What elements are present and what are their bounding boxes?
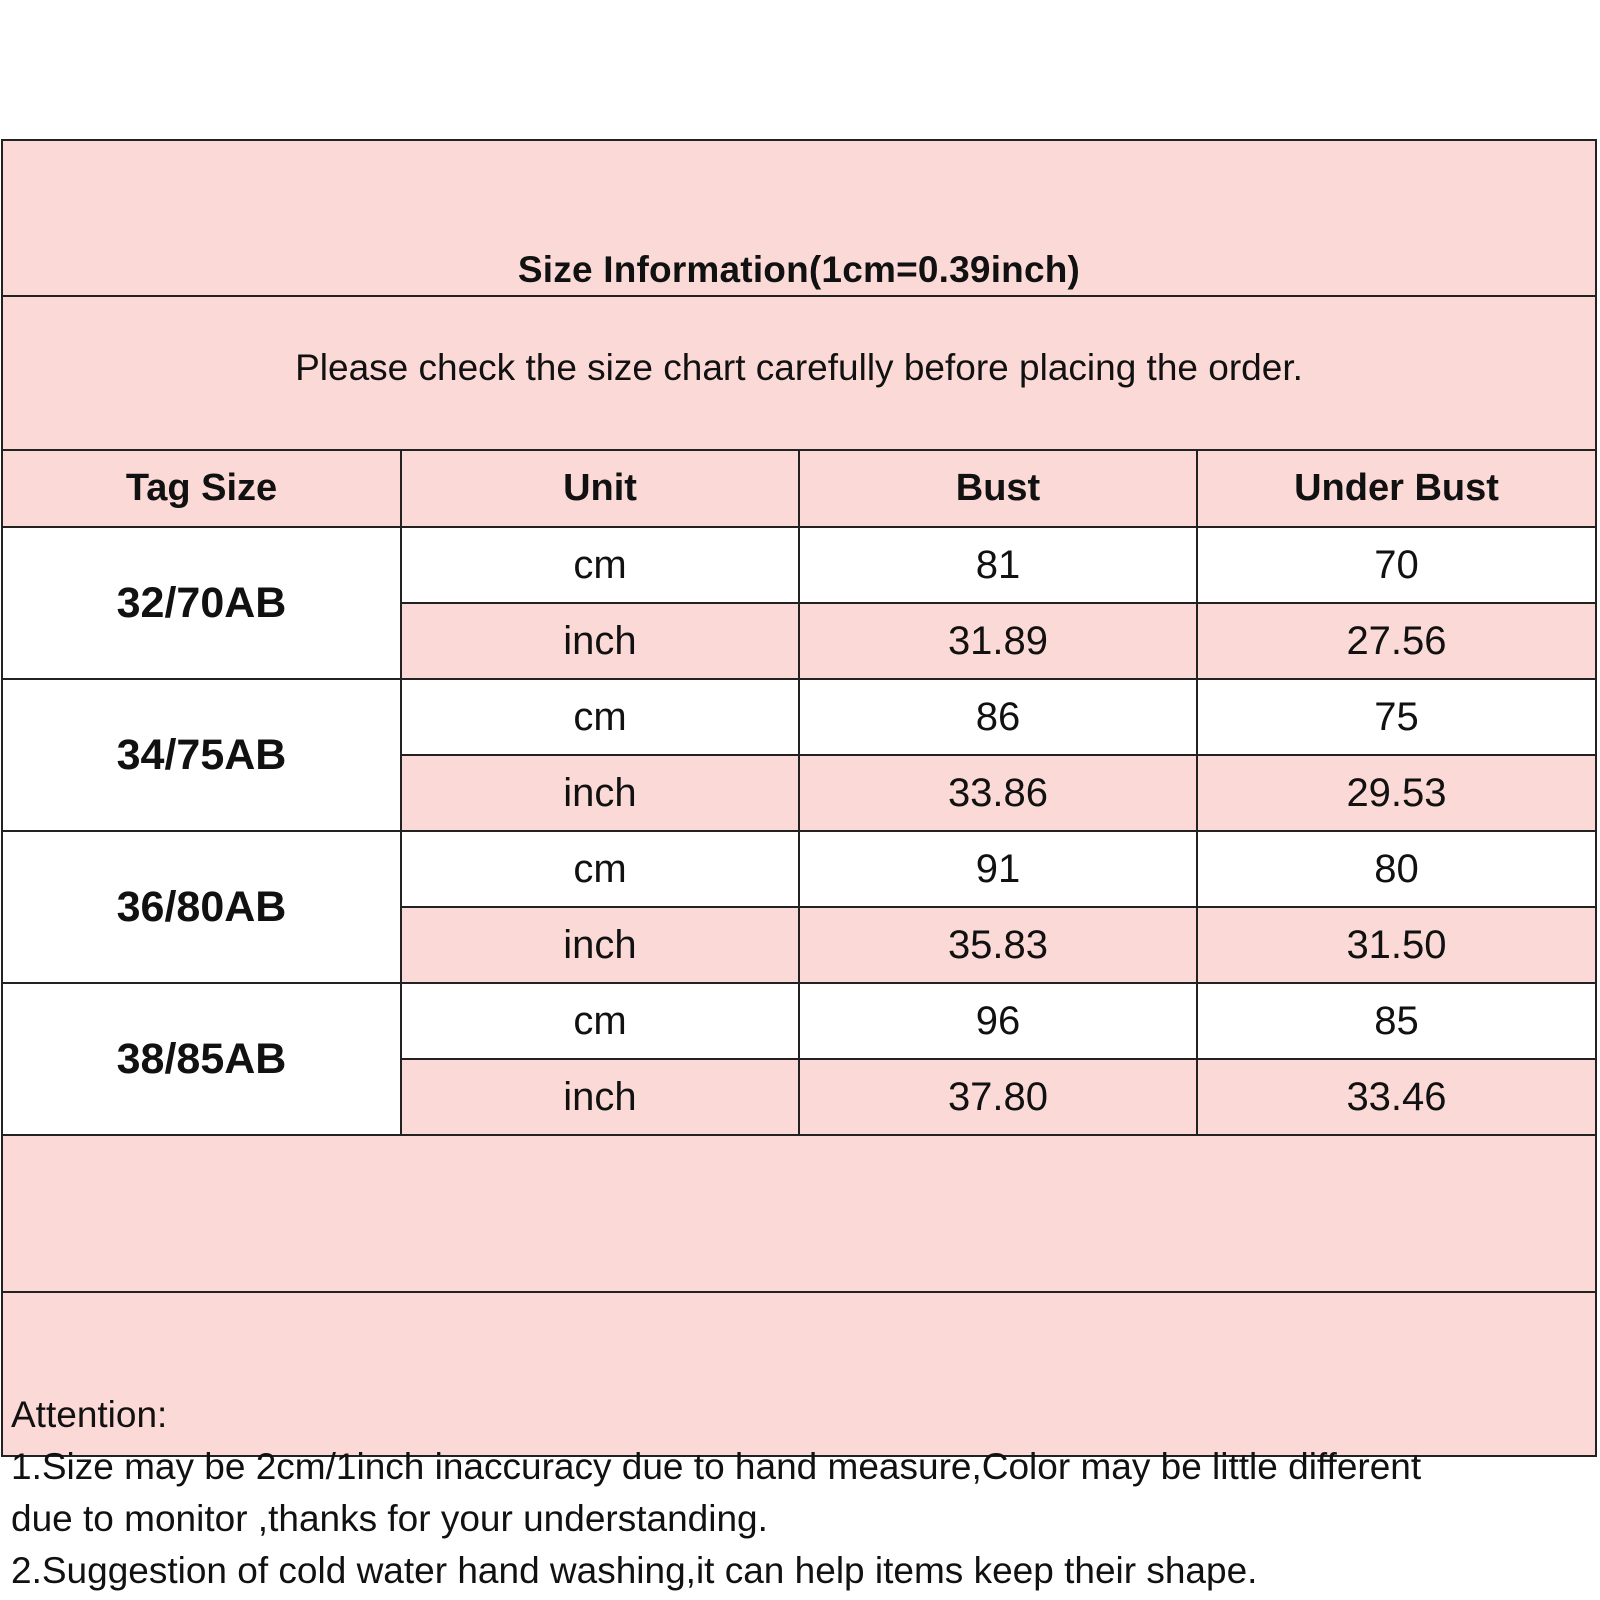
notes-heading: Attention: (11, 1394, 168, 1435)
unit-cell: inch (401, 603, 799, 679)
table-header-row (3, 451, 1595, 527)
bust-cell: 96 (799, 983, 1197, 1059)
size-table (3, 451, 1595, 1136)
tag-size-cell: 38/85AB (3, 983, 401, 1135)
size-chart-sheet (1, 139, 1597, 1591)
notice-text: Please check the size chart carefully before placing the order. (295, 347, 1303, 388)
header-bust: Bust (799, 451, 1197, 527)
notes-line-1: 1.Size may be 2cm/1inch inaccuracy due to hand measure,Color may be little different (11, 1446, 1422, 1487)
title-band (3, 141, 1595, 297)
table-row (3, 983, 1595, 1059)
unit-cell: inch (401, 755, 799, 831)
header-under-bust: Under Bust (1197, 451, 1595, 527)
under-bust-cell: 27.56 (1197, 603, 1595, 679)
table-row (3, 527, 1595, 603)
bust-cell: 37.80 (799, 1059, 1197, 1135)
page-title: Size Information(1cm=0.39inch) (517, 249, 1081, 290)
unit-cell: inch (401, 1059, 799, 1135)
header-tag-size: Tag Size (3, 451, 401, 527)
table-row (3, 679, 1595, 755)
notice-band (3, 297, 1595, 451)
notes-line-3: 2.Suggestion of cold water hand washing,it can help items keep their shape. (11, 1550, 1258, 1591)
under-bust-cell: 70 (1197, 527, 1595, 603)
unit-cell: cm (401, 983, 799, 1059)
tag-size-cell: 36/80AB (3, 831, 401, 983)
bust-cell: 31.89 (799, 603, 1197, 679)
table-row (3, 831, 1595, 907)
under-bust-cell: 31.50 (1197, 907, 1595, 983)
bust-cell: 81 (799, 527, 1197, 603)
unit-cell: cm (401, 527, 799, 603)
under-bust-cell: 85 (1197, 983, 1595, 1059)
header-unit: Unit (401, 451, 799, 527)
under-bust-cell: 75 (1197, 679, 1595, 755)
bust-cell: 35.83 (799, 907, 1197, 983)
unit-cell: cm (401, 679, 799, 755)
bust-cell: 91 (799, 831, 1197, 907)
under-bust-cell: 33.46 (1197, 1059, 1595, 1135)
bust-cell: 33.86 (799, 755, 1197, 831)
unit-cell: inch (401, 907, 799, 983)
under-bust-cell: 80 (1197, 831, 1595, 907)
attention-notes (11, 1389, 1585, 1597)
unit-cell: cm (401, 831, 799, 907)
bust-cell: 86 (799, 679, 1197, 755)
tag-size-cell: 32/70AB (3, 527, 401, 679)
notes-line-2: due to monitor ,thanks for your understanding. (11, 1498, 768, 1539)
tag-size-cell: 34/75AB (3, 679, 401, 831)
under-bust-cell: 29.53 (1197, 755, 1595, 831)
